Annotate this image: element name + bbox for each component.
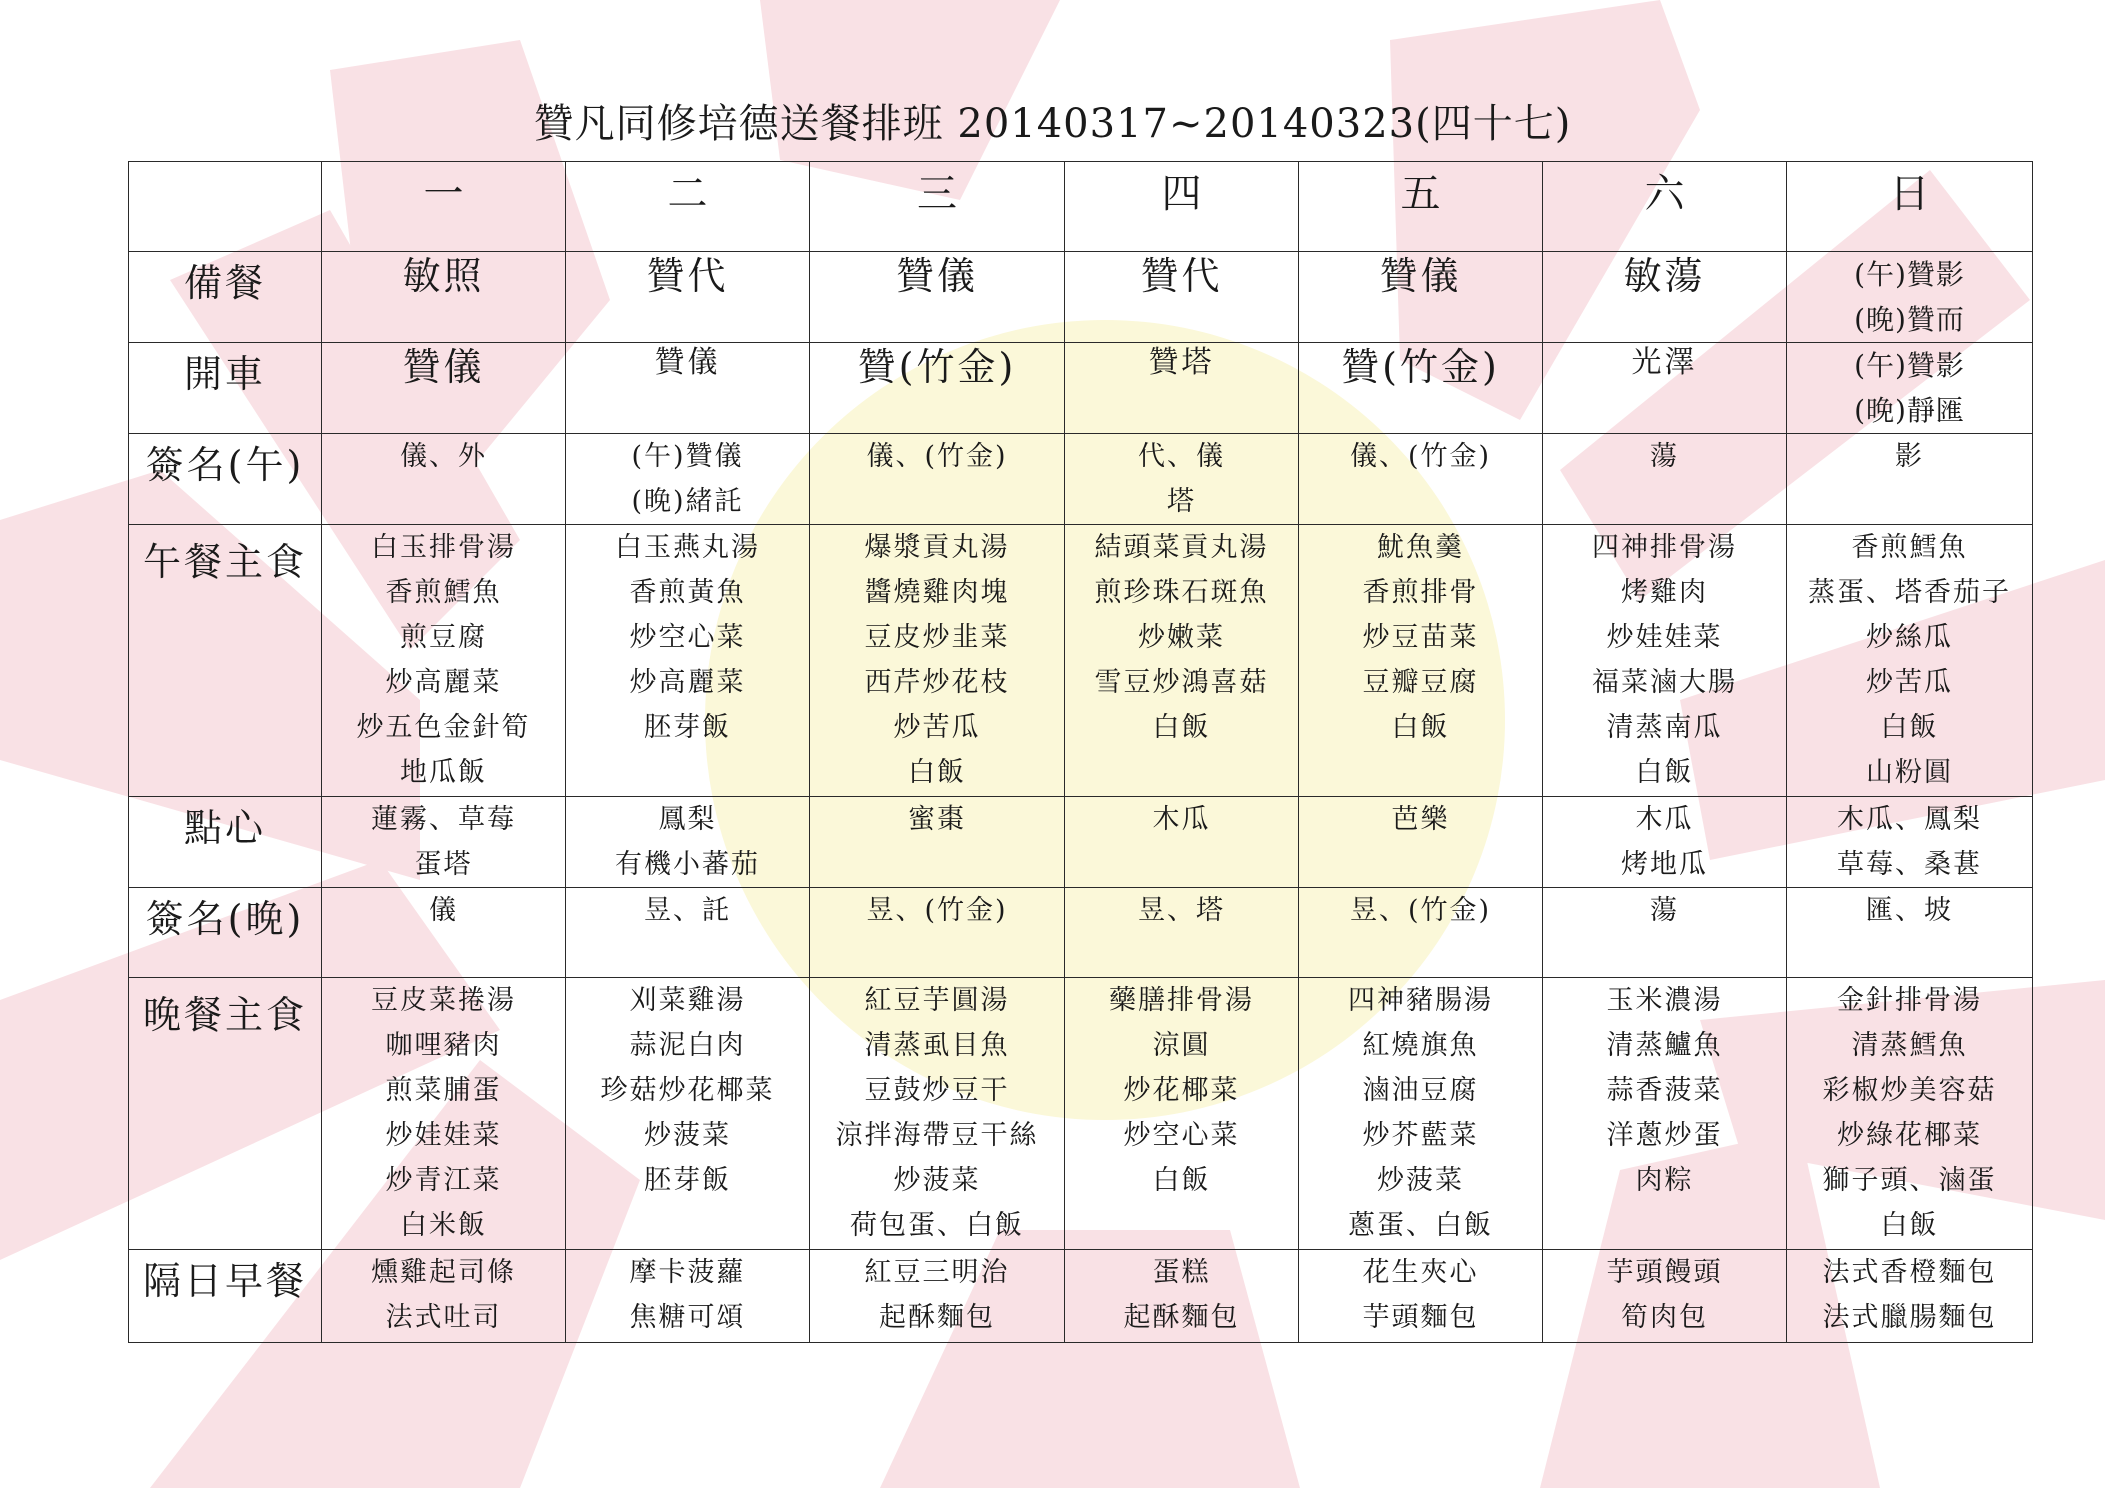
- cell: [1299, 343, 1543, 434]
- cell-line: 炒苦瓜: [1866, 667, 1953, 698]
- cell: [566, 797, 810, 888]
- cell-line: 香煎鱈魚: [385, 577, 502, 608]
- cell: [1543, 343, 1787, 434]
- cell-line: 醬燒雞肉塊: [864, 577, 1010, 608]
- cell-line: 炒娃娃菜: [1606, 622, 1723, 653]
- cell-line: 白飯: [1880, 1210, 1939, 1241]
- cell-line: 金針排骨湯: [1837, 985, 1982, 1016]
- cell-line: 昱、(竹金): [866, 895, 1008, 926]
- cell-line: 蛋塔: [414, 849, 473, 880]
- cell-line: 豆皮菜捲湯: [371, 985, 516, 1016]
- cell: [1787, 1250, 2033, 1343]
- cell: [1787, 252, 2033, 343]
- cell-line: 白玉排骨湯: [371, 532, 516, 563]
- cell: [322, 797, 566, 888]
- cell-line: 白飯: [1635, 757, 1694, 788]
- cell-line: 炒空心菜: [629, 622, 746, 653]
- cell-line: 煎豆腐: [400, 622, 487, 653]
- cell-line: 炒菠菜: [644, 1120, 731, 1151]
- row-label-driver: 開車: [129, 343, 322, 434]
- cell-line: 煎珍珠石斑魚: [1094, 577, 1269, 608]
- cell-line: 贊儀: [654, 345, 721, 380]
- cell-line: 白米飯: [400, 1210, 487, 1241]
- cell: [1065, 252, 1299, 343]
- cell-line: 豆皮炒韭菜: [864, 622, 1010, 653]
- schedule-table: [128, 161, 2033, 1343]
- cell: [1065, 797, 1299, 888]
- row-driver: [129, 343, 2033, 434]
- cell-line: 山粉圓: [1866, 757, 1953, 788]
- cell-line: 贊代: [646, 254, 729, 298]
- cell-line: 蕩: [1650, 441, 1679, 472]
- day-header: 四: [1065, 162, 1299, 252]
- cell: [1543, 252, 1787, 343]
- cell-line: 贊儀: [402, 345, 485, 389]
- cell: [1299, 434, 1543, 525]
- cell-line: 紅豆芋圓湯: [864, 985, 1010, 1016]
- cell: [1543, 1250, 1787, 1343]
- cell-line: 西芹炒花枝: [864, 667, 1010, 698]
- cell-line: 蜜棗: [908, 804, 966, 835]
- cell-line: 炒絲瓜: [1866, 622, 1953, 653]
- cell-line: 肉粽: [1635, 1165, 1694, 1196]
- cell: [566, 1250, 810, 1343]
- cell-line: 紅豆三明治: [864, 1257, 1010, 1288]
- cell-line: 代、儀: [1138, 441, 1225, 472]
- row-prep: [129, 252, 2033, 343]
- cell: [1299, 797, 1543, 888]
- cell-line: 贊(竹金): [857, 345, 1017, 389]
- cell: [322, 888, 566, 978]
- cell: [1299, 978, 1543, 1250]
- cell-line: 香煎黃魚: [629, 577, 746, 608]
- cell: [566, 888, 810, 978]
- row-label-lunch: 午餐主食: [129, 525, 322, 797]
- cell: [566, 978, 810, 1250]
- cell-line: 贊儀: [1379, 254, 1462, 298]
- cell-line: 滷油豆腐: [1362, 1075, 1479, 1106]
- cell-line: 昱、託: [644, 895, 731, 926]
- cell: [1065, 343, 1299, 434]
- cell-line: 炒高麗菜: [629, 667, 746, 698]
- cell-line: 涼拌海帶豆干絲: [835, 1120, 1039, 1151]
- cell-line: 芋頭饅頭: [1606, 1257, 1723, 1288]
- cell-line: 匯、坡: [1866, 895, 1953, 926]
- header-row: [129, 162, 2033, 252]
- cell: [810, 1250, 1065, 1343]
- cell-line: 清蒸虱目魚: [864, 1030, 1010, 1061]
- cell: [1543, 797, 1787, 888]
- cell: [322, 434, 566, 525]
- cell-line: 炒空心菜: [1123, 1120, 1240, 1151]
- cell: [810, 797, 1065, 888]
- row-sign-dinner: [129, 888, 2033, 978]
- cell-line: 塔: [1167, 486, 1196, 517]
- cell: [1787, 434, 2033, 525]
- row-label-sign-dinner: 簽名(晚): [129, 888, 322, 978]
- cell: [1065, 888, 1299, 978]
- cell-line: 福菜滷大腸: [1592, 667, 1737, 698]
- cell: [810, 434, 1065, 525]
- cell: [1787, 797, 2033, 888]
- cell: [322, 1250, 566, 1343]
- cell-line: 刈菜雞湯: [629, 985, 746, 1016]
- cell-line: 儀、外: [400, 441, 487, 472]
- cell-line: 白飯: [1152, 712, 1211, 743]
- cell-line: 光澤: [1631, 345, 1698, 380]
- cell: [810, 525, 1065, 797]
- row-label-prep: 備餐: [129, 252, 322, 343]
- cell-line: 蒸蛋、塔香茄子: [1808, 577, 2011, 608]
- cell-line: 炒苦瓜: [893, 712, 981, 743]
- cell: [810, 252, 1065, 343]
- cell-line: 贊塔: [1148, 345, 1215, 380]
- cell-line: 摩卡菠蘿: [629, 1257, 746, 1288]
- cell: [322, 525, 566, 797]
- cell: [1543, 978, 1787, 1250]
- cell: [1543, 525, 1787, 797]
- cell-line: 木瓜: [1635, 804, 1694, 835]
- cell: [1787, 525, 2033, 797]
- cell-line: 蕩: [1650, 895, 1679, 926]
- cell-line: (午)贊儀: [631, 441, 744, 472]
- cell-line: 四神排骨湯: [1592, 532, 1737, 563]
- cell-line: 白飯: [1391, 712, 1450, 743]
- cell-line: 胚芽飯: [644, 1165, 731, 1196]
- cell-line: 法式香橙麵包: [1822, 1257, 1997, 1288]
- corner-cell: [129, 162, 322, 252]
- cell-line: 敏照: [402, 254, 485, 298]
- row-label-dinner: 晚餐主食: [129, 978, 322, 1250]
- cell-line: 焦糖可頌: [629, 1302, 746, 1333]
- cell-line: 爆漿貢丸湯: [864, 532, 1010, 563]
- row-sign-lunch: [129, 434, 2033, 525]
- cell-line: (晚)贊而: [1854, 303, 1965, 336]
- cell-line: 贊儀: [895, 254, 978, 298]
- cell: [1299, 888, 1543, 978]
- cell-line: 法式吐司: [385, 1302, 502, 1333]
- cell: [1299, 252, 1543, 343]
- cell-line: 鳳梨: [658, 804, 717, 835]
- day-header: 一: [322, 162, 566, 252]
- row-label-snack: 點心: [129, 797, 322, 888]
- cell-line: 珍菇炒花椰菜: [600, 1075, 775, 1106]
- cell-line: 影: [1895, 441, 1924, 472]
- cell-line: 蓮霧、草莓: [371, 804, 516, 835]
- cell-line: 洋蔥炒蛋: [1606, 1120, 1723, 1151]
- cell-line: 煎菜脯蛋: [385, 1075, 502, 1106]
- day-header: 五: [1299, 162, 1543, 252]
- cell-line: 炒五色金針筍: [356, 712, 531, 743]
- cell-line: 香煎排骨: [1362, 577, 1479, 608]
- cell-line: 起酥麵包: [1123, 1302, 1240, 1333]
- cell-line: 獅子頭、滷蛋: [1822, 1165, 1997, 1196]
- cell-line: 草莓、桑葚: [1837, 849, 1982, 880]
- cell-line: 豆鼓炒豆干: [864, 1075, 1010, 1106]
- cell-line: 法式臘腸麵包: [1822, 1302, 1997, 1333]
- cell-line: 炒菠菜: [893, 1165, 981, 1196]
- cell-line: 炒娃娃菜: [385, 1120, 502, 1151]
- cell-line: 木瓜: [1152, 804, 1211, 835]
- cell-line: 芋頭麵包: [1362, 1302, 1479, 1333]
- cell-line: 昱、(竹金): [1349, 895, 1492, 926]
- cell-line: (午)贊影: [1854, 349, 1965, 382]
- cell-line: 烤地瓜: [1621, 849, 1708, 880]
- cell-line: 涼圓: [1152, 1030, 1211, 1061]
- cell: [810, 978, 1065, 1250]
- cell-line: 木瓜、鳳梨: [1837, 804, 1982, 835]
- cell-line: 紅燒旗魚: [1362, 1030, 1479, 1061]
- cell-line: 蔥蛋、白飯: [1348, 1210, 1493, 1241]
- cell-line: 贊代: [1140, 254, 1223, 298]
- row-lunch: [129, 525, 2033, 797]
- cell-line: 清蒸鱸魚: [1606, 1030, 1723, 1061]
- page-title: 贊凡同修培德送餐排班 20140317~20140323(四十七): [533, 101, 1572, 147]
- cell-line: 藥膳排骨湯: [1109, 985, 1254, 1016]
- cell-line: 白飯: [1880, 712, 1939, 743]
- cell: [1787, 978, 2033, 1250]
- cell: [1065, 434, 1299, 525]
- cell-line: 胚芽飯: [644, 712, 731, 743]
- cell-line: 炒豆苗菜: [1362, 622, 1479, 653]
- cell-line: 蒜泥白肉: [629, 1030, 746, 1061]
- cell-line: 蛋糕: [1152, 1257, 1211, 1288]
- cell: [1543, 888, 1787, 978]
- cell: [1065, 1250, 1299, 1343]
- row-breakfast: [129, 1250, 2033, 1343]
- cell: [1787, 343, 2033, 434]
- cell-line: 地瓜飯: [400, 757, 487, 788]
- cell-line: 燻雞起司條: [371, 1257, 516, 1288]
- cell-line: 四神豬腸湯: [1348, 985, 1493, 1016]
- cell: [566, 252, 810, 343]
- row-snack: [129, 797, 2033, 888]
- cell: [810, 343, 1065, 434]
- cell-line: 白飯: [1152, 1165, 1211, 1196]
- cell-line: 荷包蛋、白飯: [850, 1210, 1024, 1241]
- day-header: 二: [566, 162, 810, 252]
- cell-line: 儀、(竹金): [1349, 441, 1492, 472]
- row-label-breakfast: 隔日早餐: [129, 1250, 322, 1343]
- cell: [566, 343, 810, 434]
- cell-line: (晚)緒託: [631, 486, 744, 517]
- cell-line: 花生夾心: [1362, 1257, 1479, 1288]
- cell-line: 儀: [429, 895, 458, 926]
- cell: [1299, 1250, 1543, 1343]
- cell-line: 炒高麗菜: [385, 667, 502, 698]
- day-header: 日: [1787, 162, 2033, 252]
- cell-line: 敏蕩: [1623, 254, 1706, 298]
- cell-line: 有機小蕃茄: [615, 849, 760, 880]
- cell: [1543, 434, 1787, 525]
- cell: [322, 978, 566, 1250]
- cell: [566, 525, 810, 797]
- cell-line: 蒜香菠菜: [1606, 1075, 1723, 1106]
- cell: [1065, 525, 1299, 797]
- cell-line: 香煎鱈魚: [1851, 532, 1968, 563]
- cell-line: 昱、塔: [1138, 895, 1225, 926]
- cell-line: 清蒸鱈魚: [1851, 1030, 1968, 1061]
- cell: [566, 434, 810, 525]
- cell-line: 雪豆炒鴻喜菇: [1094, 667, 1269, 698]
- cell-line: 玉米濃湯: [1606, 985, 1723, 1016]
- cell-line: 炒菠菜: [1377, 1165, 1464, 1196]
- cell-line: (晚)靜匯: [1854, 394, 1965, 427]
- cell: [810, 888, 1065, 978]
- row-label-sign-lunch: 簽名(午): [129, 434, 322, 525]
- cell: [1299, 525, 1543, 797]
- cell-line: (午)贊影: [1854, 258, 1965, 291]
- cell: [322, 252, 566, 343]
- cell-line: 筍肉包: [1621, 1302, 1708, 1333]
- cell-line: 魷魚羹: [1377, 532, 1464, 563]
- cell-line: 白玉燕丸湯: [615, 532, 760, 563]
- cell-line: 烤雞肉: [1621, 577, 1708, 608]
- cell-line: 炒芥藍菜: [1362, 1120, 1479, 1151]
- cell: [1787, 888, 2033, 978]
- cell-line: 白飯: [908, 757, 966, 788]
- cell-line: 咖哩豬肉: [385, 1030, 502, 1061]
- cell-line: 結頭菜貢丸湯: [1094, 532, 1269, 563]
- cell-line: 彩椒炒美容菇: [1822, 1075, 1997, 1106]
- cell-line: 起酥麵包: [879, 1302, 995, 1333]
- cell: [322, 343, 566, 434]
- cell-line: 炒綠花椰菜: [1837, 1120, 1982, 1151]
- row-dinner: [129, 978, 2033, 1250]
- day-header: 三: [810, 162, 1065, 252]
- cell-line: 豆瓣豆腐: [1362, 667, 1479, 698]
- cell-line: 贊(竹金): [1341, 345, 1500, 389]
- cell-line: 儀、(竹金): [866, 441, 1008, 472]
- cell: [1065, 978, 1299, 1250]
- cell-line: 炒花椰菜: [1123, 1075, 1240, 1106]
- cell-line: 芭樂: [1391, 804, 1450, 835]
- cell-line: 清蒸南瓜: [1606, 712, 1723, 743]
- cell-line: 炒嫩菜: [1138, 622, 1225, 653]
- day-header: 六: [1543, 162, 1787, 252]
- cell-line: 炒青江菜: [385, 1165, 502, 1196]
